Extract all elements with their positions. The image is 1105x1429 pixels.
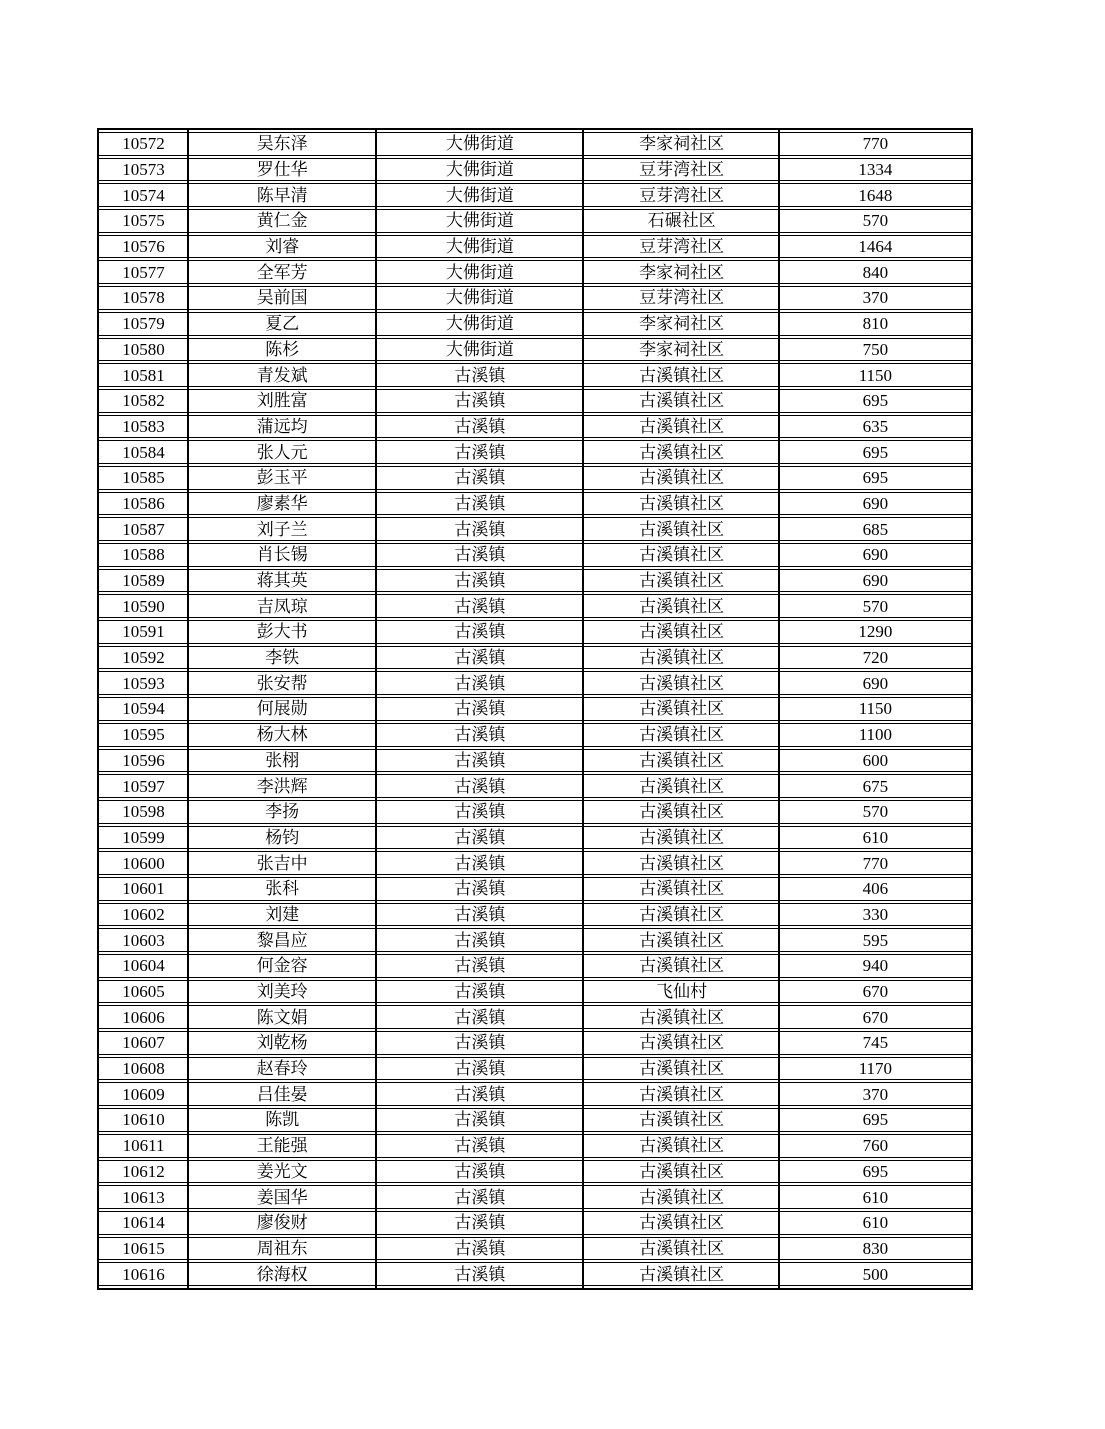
table-body — [99, 132, 971, 1286]
cell-township: 古溪镇 — [376, 1237, 583, 1261]
cell-community: 古溪镇社区 — [584, 1108, 780, 1132]
cell-township: 大佛街道 — [376, 338, 583, 362]
cell-name: 刘胜富 — [188, 389, 376, 413]
cell-id: 10591 — [99, 620, 188, 644]
cell-township: 古溪镇 — [376, 1160, 583, 1184]
cell-id: 10575 — [99, 209, 188, 233]
cell-name: 吕佳晏 — [188, 1082, 376, 1106]
cell-id: 10609 — [99, 1082, 188, 1106]
cell-name: 徐海权 — [188, 1262, 376, 1286]
cell-amount: 570 — [780, 594, 971, 618]
cell-id: 10606 — [99, 1005, 188, 1029]
cell-township: 古溪镇 — [376, 1185, 583, 1209]
roster-table-grid — [99, 130, 971, 1288]
cell-name: 杨大林 — [188, 723, 376, 747]
cell-name: 刘乾杨 — [188, 1031, 376, 1055]
cell-township: 古溪镇 — [376, 466, 583, 490]
cell-community: 古溪镇社区 — [584, 826, 780, 850]
cell-id: 10579 — [99, 312, 188, 336]
column-divider — [375, 130, 377, 1288]
cell-id: 10597 — [99, 774, 188, 798]
cell-township: 大佛街道 — [376, 158, 583, 182]
cell-township: 古溪镇 — [376, 1031, 583, 1055]
cell-township: 古溪镇 — [376, 543, 583, 567]
cell-amount: 370 — [780, 286, 971, 310]
cell-name: 何金容 — [188, 954, 376, 978]
table-row — [99, 1031, 971, 1055]
cell-name: 彭玉平 — [188, 466, 376, 490]
cell-township: 古溪镇 — [376, 980, 583, 1004]
cell-community: 古溪镇社区 — [584, 517, 780, 541]
cell-name: 肖长锡 — [188, 543, 376, 567]
cell-amount: 610 — [780, 1185, 971, 1209]
cell-id: 10603 — [99, 928, 188, 952]
cell-name: 陈凯 — [188, 1108, 376, 1132]
cell-name: 黎昌应 — [188, 928, 376, 952]
cell-community: 古溪镇社区 — [584, 543, 780, 567]
cell-amount: 1170 — [780, 1057, 971, 1081]
cell-community: 古溪镇社区 — [584, 492, 780, 516]
cell-amount: 810 — [780, 312, 971, 336]
cell-community: 飞仙村 — [584, 980, 780, 1004]
cell-community: 豆芽湾社区 — [584, 286, 780, 310]
cell-id: 10616 — [99, 1262, 188, 1286]
cell-community: 李家祠社区 — [584, 338, 780, 362]
table-row — [99, 877, 971, 901]
column-divider — [582, 130, 584, 1288]
cell-amount: 940 — [780, 954, 971, 978]
cell-community: 古溪镇社区 — [584, 1211, 780, 1235]
cell-amount: 1290 — [780, 620, 971, 644]
table-row — [99, 1262, 971, 1286]
cell-community: 古溪镇社区 — [584, 594, 780, 618]
cell-name: 张安帮 — [188, 671, 376, 695]
cell-amount: 770 — [780, 132, 971, 156]
cell-community: 古溪镇社区 — [584, 928, 780, 952]
table-row — [99, 1237, 971, 1261]
cell-township: 大佛街道 — [376, 183, 583, 207]
table-row — [99, 954, 971, 978]
cell-township: 古溪镇 — [376, 800, 583, 824]
cell-id: 10613 — [99, 1185, 188, 1209]
cell-township: 古溪镇 — [376, 954, 583, 978]
cell-township: 古溪镇 — [376, 1108, 583, 1132]
cell-community: 古溪镇社区 — [584, 1031, 780, 1055]
cell-amount: 595 — [780, 928, 971, 952]
cell-id: 10594 — [99, 697, 188, 721]
cell-name: 李扬 — [188, 800, 376, 824]
table-row — [99, 1108, 971, 1132]
cell-amount: 675 — [780, 774, 971, 798]
cell-township: 古溪镇 — [376, 928, 583, 952]
table-row — [99, 286, 971, 310]
cell-amount: 695 — [780, 440, 971, 464]
cell-name: 张栩 — [188, 749, 376, 773]
table-row — [99, 492, 971, 516]
cell-community: 李家祠社区 — [584, 312, 780, 336]
cell-name: 黄仁金 — [188, 209, 376, 233]
cell-community: 古溪镇社区 — [584, 903, 780, 927]
cell-amount: 570 — [780, 800, 971, 824]
cell-township: 古溪镇 — [376, 1262, 583, 1286]
cell-name: 何展勋 — [188, 697, 376, 721]
cell-amount: 635 — [780, 415, 971, 439]
cell-community: 古溪镇社区 — [584, 646, 780, 670]
table-row — [99, 389, 971, 413]
cell-township: 古溪镇 — [376, 877, 583, 901]
cell-township: 古溪镇 — [376, 851, 583, 875]
cell-name: 刘建 — [188, 903, 376, 927]
cell-amount: 670 — [780, 1005, 971, 1029]
cell-name: 刘美玲 — [188, 980, 376, 1004]
cell-id: 10583 — [99, 415, 188, 439]
cell-township: 大佛街道 — [376, 312, 583, 336]
cell-id: 10589 — [99, 569, 188, 593]
cell-township: 古溪镇 — [376, 671, 583, 695]
cell-township: 古溪镇 — [376, 389, 583, 413]
cell-township: 大佛街道 — [376, 260, 583, 284]
cell-township: 古溪镇 — [376, 569, 583, 593]
table-row — [99, 363, 971, 387]
cell-name: 赵春玲 — [188, 1057, 376, 1081]
cell-community: 古溪镇社区 — [584, 774, 780, 798]
cell-community: 豆芽湾社区 — [584, 183, 780, 207]
cell-name: 廖素华 — [188, 492, 376, 516]
cell-township: 古溪镇 — [376, 749, 583, 773]
cell-id: 10581 — [99, 363, 188, 387]
cell-community: 古溪镇社区 — [584, 697, 780, 721]
cell-name: 李铁 — [188, 646, 376, 670]
table-row — [99, 646, 971, 670]
cell-id: 10602 — [99, 903, 188, 927]
cell-name: 姜光文 — [188, 1160, 376, 1184]
cell-township: 古溪镇 — [376, 1211, 583, 1235]
cell-amount: 695 — [780, 389, 971, 413]
cell-township: 古溪镇 — [376, 697, 583, 721]
table-row — [99, 1211, 971, 1235]
column-divider — [778, 130, 780, 1288]
cell-township: 古溪镇 — [376, 415, 583, 439]
table-row — [99, 338, 971, 362]
cell-township: 古溪镇 — [376, 492, 583, 516]
cell-id: 10612 — [99, 1160, 188, 1184]
cell-name: 张科 — [188, 877, 376, 901]
cell-amount: 406 — [780, 877, 971, 901]
table-row — [99, 800, 971, 824]
cell-id: 10587 — [99, 517, 188, 541]
cell-id: 10600 — [99, 851, 188, 875]
cell-name: 刘睿 — [188, 235, 376, 259]
cell-community: 古溪镇社区 — [584, 877, 780, 901]
cell-id: 10615 — [99, 1237, 188, 1261]
cell-name: 陈文娟 — [188, 1005, 376, 1029]
roster-table — [97, 128, 973, 1290]
cell-id: 10596 — [99, 749, 188, 773]
cell-amount: 840 — [780, 260, 971, 284]
cell-community: 古溪镇社区 — [584, 1082, 780, 1106]
table-row — [99, 671, 971, 695]
cell-amount: 330 — [780, 903, 971, 927]
table-row — [99, 158, 971, 182]
cell-township: 古溪镇 — [376, 723, 583, 747]
table-row — [99, 440, 971, 464]
cell-name: 吴东泽 — [188, 132, 376, 156]
cell-township: 古溪镇 — [376, 620, 583, 644]
table-row — [99, 312, 971, 336]
cell-township: 古溪镇 — [376, 646, 583, 670]
table-row — [99, 415, 971, 439]
table-row — [99, 851, 971, 875]
table-row — [99, 980, 971, 1004]
cell-amount: 1334 — [780, 158, 971, 182]
cell-community: 古溪镇社区 — [584, 389, 780, 413]
cell-name: 张人元 — [188, 440, 376, 464]
table-row — [99, 749, 971, 773]
cell-name: 吴前国 — [188, 286, 376, 310]
cell-name: 李洪辉 — [188, 774, 376, 798]
cell-id: 10573 — [99, 158, 188, 182]
cell-name: 青发斌 — [188, 363, 376, 387]
cell-name: 蒋其英 — [188, 569, 376, 593]
cell-name: 廖俊财 — [188, 1211, 376, 1235]
cell-name: 吉凤琼 — [188, 594, 376, 618]
cell-community: 古溪镇社区 — [584, 1005, 780, 1029]
cell-community: 古溪镇社区 — [584, 749, 780, 773]
table-row — [99, 826, 971, 850]
cell-amount: 610 — [780, 1211, 971, 1235]
cell-township: 古溪镇 — [376, 363, 583, 387]
cell-amount: 685 — [780, 517, 971, 541]
cell-community: 古溪镇社区 — [584, 1237, 780, 1261]
cell-id: 10580 — [99, 338, 188, 362]
table-row — [99, 260, 971, 284]
cell-id: 10610 — [99, 1108, 188, 1132]
cell-id: 10599 — [99, 826, 188, 850]
cell-township: 古溪镇 — [376, 1057, 583, 1081]
cell-amount: 1150 — [780, 363, 971, 387]
cell-community: 古溪镇社区 — [584, 569, 780, 593]
cell-amount: 1464 — [780, 235, 971, 259]
cell-community: 豆芽湾社区 — [584, 235, 780, 259]
cell-community: 古溪镇社区 — [584, 440, 780, 464]
cell-name: 杨钧 — [188, 826, 376, 850]
cell-amount: 695 — [780, 1108, 971, 1132]
cell-name: 周祖东 — [188, 1237, 376, 1261]
cell-township: 古溪镇 — [376, 903, 583, 927]
table-row — [99, 1082, 971, 1106]
table-row — [99, 1005, 971, 1029]
cell-community: 李家祠社区 — [584, 260, 780, 284]
cell-name: 陈早清 — [188, 183, 376, 207]
table-row — [99, 1134, 971, 1158]
column-divider — [187, 130, 189, 1288]
cell-id: 10601 — [99, 877, 188, 901]
cell-name: 全军芳 — [188, 260, 376, 284]
table-row — [99, 235, 971, 259]
cell-id: 10604 — [99, 954, 188, 978]
cell-id: 10595 — [99, 723, 188, 747]
cell-township: 大佛街道 — [376, 132, 583, 156]
table-row — [99, 723, 971, 747]
cell-amount: 500 — [780, 1262, 971, 1286]
cell-amount: 720 — [780, 646, 971, 670]
cell-id: 10576 — [99, 235, 188, 259]
cell-name: 夏乙 — [188, 312, 376, 336]
table-row — [99, 1185, 971, 1209]
cell-amount: 750 — [780, 338, 971, 362]
cell-id: 10572 — [99, 132, 188, 156]
cell-id: 10611 — [99, 1134, 188, 1158]
table-row — [99, 928, 971, 952]
cell-id: 10585 — [99, 466, 188, 490]
cell-id: 10608 — [99, 1057, 188, 1081]
table-row — [99, 774, 971, 798]
cell-community: 古溪镇社区 — [584, 1262, 780, 1286]
cell-township: 古溪镇 — [376, 826, 583, 850]
table-row — [99, 209, 971, 233]
cell-community: 古溪镇社区 — [584, 1134, 780, 1158]
cell-amount: 570 — [780, 209, 971, 233]
cell-id: 10590 — [99, 594, 188, 618]
cell-id: 10574 — [99, 183, 188, 207]
cell-amount: 600 — [780, 749, 971, 773]
cell-amount: 695 — [780, 1160, 971, 1184]
cell-id: 10607 — [99, 1031, 188, 1055]
cell-township: 古溪镇 — [376, 440, 583, 464]
cell-amount: 670 — [780, 980, 971, 1004]
cell-community: 古溪镇社区 — [584, 723, 780, 747]
cell-name: 罗仕华 — [188, 158, 376, 182]
cell-id: 10605 — [99, 980, 188, 1004]
cell-community: 古溪镇社区 — [584, 1057, 780, 1081]
cell-id: 10577 — [99, 260, 188, 284]
cell-community: 豆芽湾社区 — [584, 158, 780, 182]
table-row — [99, 543, 971, 567]
table-row — [99, 903, 971, 927]
cell-township: 大佛街道 — [376, 209, 583, 233]
cell-amount: 770 — [780, 851, 971, 875]
cell-name: 陈杉 — [188, 338, 376, 362]
cell-township: 古溪镇 — [376, 1082, 583, 1106]
table-row — [99, 183, 971, 207]
cell-amount: 690 — [780, 543, 971, 567]
cell-community: 古溪镇社区 — [584, 671, 780, 695]
cell-amount: 610 — [780, 826, 971, 850]
cell-id: 10592 — [99, 646, 188, 670]
cell-amount: 690 — [780, 671, 971, 695]
cell-community: 古溪镇社区 — [584, 954, 780, 978]
cell-name: 张吉中 — [188, 851, 376, 875]
cell-township: 古溪镇 — [376, 1005, 583, 1029]
cell-amount: 695 — [780, 466, 971, 490]
cell-amount: 1648 — [780, 183, 971, 207]
cell-amount: 690 — [780, 569, 971, 593]
cell-name: 刘子兰 — [188, 517, 376, 541]
cell-township: 古溪镇 — [376, 1134, 583, 1158]
table-row — [99, 697, 971, 721]
cell-community: 古溪镇社区 — [584, 415, 780, 439]
cell-id: 10578 — [99, 286, 188, 310]
table-row — [99, 620, 971, 644]
cell-id: 10614 — [99, 1211, 188, 1235]
cell-name: 姜国华 — [188, 1185, 376, 1209]
cell-township: 大佛街道 — [376, 235, 583, 259]
cell-name: 彭大书 — [188, 620, 376, 644]
table-row — [99, 132, 971, 156]
table-row — [99, 1057, 971, 1081]
cell-amount: 690 — [780, 492, 971, 516]
cell-township: 古溪镇 — [376, 594, 583, 618]
cell-community: 古溪镇社区 — [584, 800, 780, 824]
cell-community: 古溪镇社区 — [584, 620, 780, 644]
cell-community: 古溪镇社区 — [584, 466, 780, 490]
cell-amount: 830 — [780, 1237, 971, 1261]
cell-id: 10584 — [99, 440, 188, 464]
table-row — [99, 594, 971, 618]
cell-amount: 760 — [780, 1134, 971, 1158]
cell-community: 石碾社区 — [584, 209, 780, 233]
cell-community: 古溪镇社区 — [584, 851, 780, 875]
cell-township: 古溪镇 — [376, 774, 583, 798]
cell-id: 10593 — [99, 671, 188, 695]
cell-township: 大佛街道 — [376, 286, 583, 310]
cell-community: 李家祠社区 — [584, 132, 780, 156]
cell-name: 王能强 — [188, 1134, 376, 1158]
cell-amount: 745 — [780, 1031, 971, 1055]
cell-community: 古溪镇社区 — [584, 1185, 780, 1209]
cell-id: 10582 — [99, 389, 188, 413]
table-row — [99, 466, 971, 490]
table-row — [99, 517, 971, 541]
table-row — [99, 569, 971, 593]
cell-community: 古溪镇社区 — [584, 363, 780, 387]
cell-id: 10586 — [99, 492, 188, 516]
cell-amount: 370 — [780, 1082, 971, 1106]
cell-community: 古溪镇社区 — [584, 1160, 780, 1184]
cell-amount: 1150 — [780, 697, 971, 721]
cell-id: 10598 — [99, 800, 188, 824]
cell-name: 蒲远均 — [188, 415, 376, 439]
cell-amount: 1100 — [780, 723, 971, 747]
cell-township: 古溪镇 — [376, 517, 583, 541]
table-row — [99, 1160, 971, 1184]
cell-id: 10588 — [99, 543, 188, 567]
